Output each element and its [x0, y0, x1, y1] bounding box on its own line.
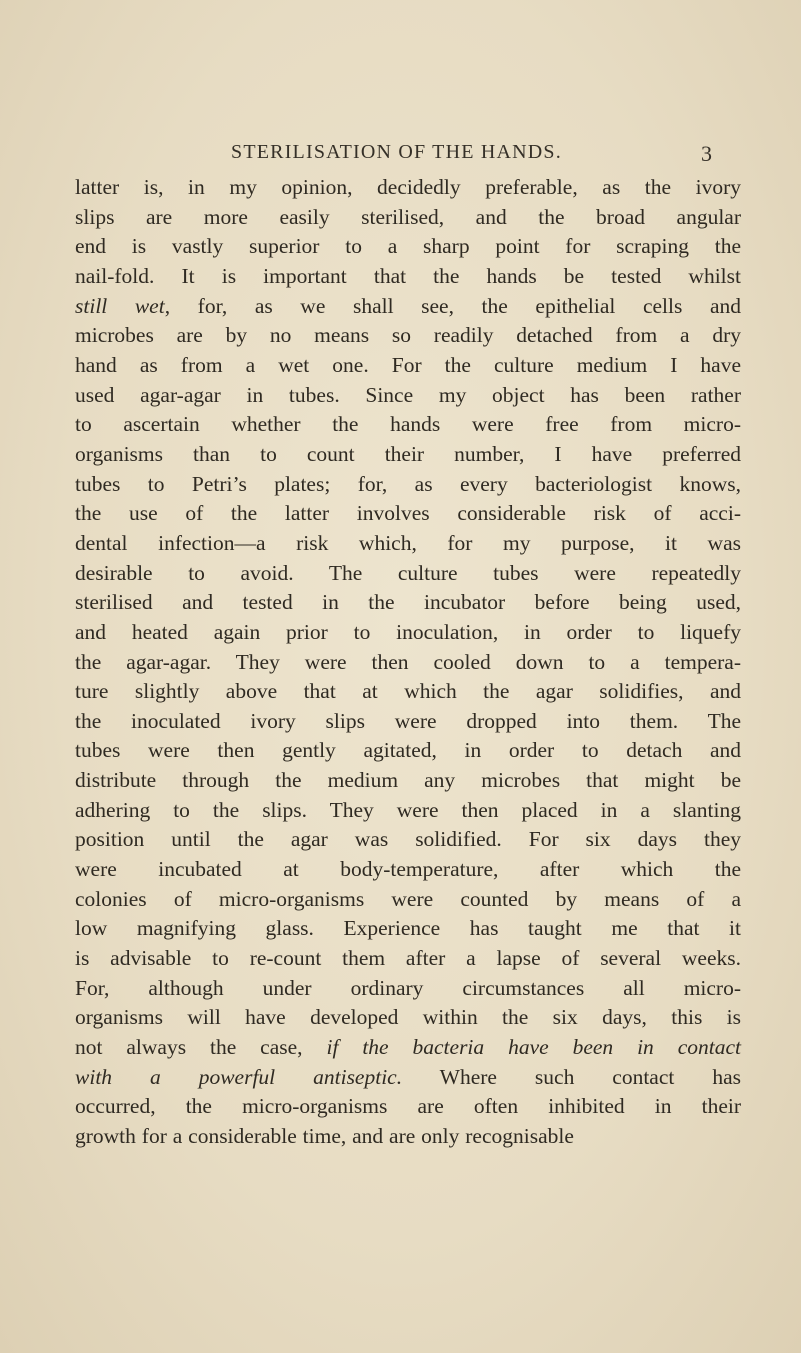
italic-text: still wet [75, 293, 165, 318]
text-line [75, 381, 741, 411]
text-run: slips are more easily sterilised, and the broad angular [75, 204, 741, 229]
text-run: microbes are by no means so readily detached from a dry [75, 323, 741, 348]
text-line [75, 499, 741, 529]
text-line [75, 1092, 741, 1122]
text-run: and heated again prior to inoculation, in order to liquefy [75, 619, 741, 644]
text-line [75, 885, 741, 915]
text-line [75, 410, 741, 440]
text-run: low magnifying glass. Experience has taught me that it [75, 916, 741, 941]
text-run: adhering to the slips. They were then placed in a slanting [75, 797, 741, 822]
text-run: is advisable to re-count them after a lapse of several weeks. [75, 946, 741, 971]
text-run: organisms than to count their number, I have preferred [75, 441, 741, 466]
text-line [75, 559, 741, 589]
text-run: sterilised and tested in the incubator before being used, [75, 590, 741, 615]
text-line [75, 648, 741, 678]
text-line [75, 588, 741, 618]
text-run: growth for a considerable time, and are only recognisable [75, 1124, 574, 1148]
text-run: desirable to avoid. The culture tubes were repeatedly [75, 560, 741, 585]
text-run: used agar-agar in tubes. Since my object has been rather [75, 382, 741, 407]
text-line [75, 203, 741, 233]
text-line [75, 766, 741, 796]
text-line [75, 914, 741, 944]
text-run: end is vastly superior to a sharp point for scraping the [75, 234, 741, 259]
running-head: STERILISATION OF THE HANDS. [231, 141, 562, 163]
text-run: the agar-agar. They were then cooled down to a tempera- [75, 649, 741, 674]
text-line [75, 1122, 741, 1152]
text-run: tubes to Petri’s plates; for, as every bacteriologist knows, [75, 471, 741, 496]
text-run: occurred, the micro-organisms are often inhibited in their [75, 1094, 741, 1119]
text-run: to ascertain whether the hands were free from micro- [75, 412, 741, 437]
text-line [75, 796, 741, 826]
text-line [75, 944, 741, 974]
page-number: 3 [701, 141, 712, 166]
text-line [75, 707, 741, 737]
text-line [75, 173, 741, 203]
text-run: ture slightly above that at which the agar solidifies, and [75, 679, 741, 704]
text-line [75, 855, 741, 885]
text-line [75, 232, 741, 262]
italic-text: with a powerful antiseptic. [75, 1064, 403, 1089]
text-line [75, 974, 741, 1004]
text-line [75, 618, 741, 648]
text-run: not always the case, [75, 1035, 327, 1060]
text-line [75, 1033, 741, 1063]
text-line [75, 1063, 741, 1093]
text-run: distribute through the medium any microbes that might be [75, 768, 741, 793]
text-line [75, 321, 741, 351]
text-line [75, 736, 741, 766]
body-text [75, 173, 741, 1152]
text-run: were incubated at body-temperature, after which the [75, 857, 741, 882]
text-run: tubes were then gently agitated, in order to detach and [75, 738, 741, 763]
text-run: latter is, in my opinion, decidedly preferable, as the ivory [75, 175, 741, 199]
text-run: nail-fold. It is important that the hands be tested whilst [75, 263, 741, 288]
text-line [75, 529, 741, 559]
text-line [75, 351, 741, 381]
text-line [75, 1003, 741, 1033]
text-line [75, 262, 741, 292]
text-line [75, 677, 741, 707]
text-run: the use of the latter involves considerable risk of acci- [75, 501, 741, 526]
text-line [75, 440, 741, 470]
text-run: the inoculated ivory slips were dropped into them. The [75, 708, 741, 733]
italic-text: if the bacteria have been in contact [326, 1035, 741, 1060]
text-run: , for, as we shall see, the epithelial cells and [164, 293, 741, 318]
text-run: position until the agar was solidified. For six days they [75, 827, 741, 852]
text-line [75, 825, 741, 855]
text-run: dental infection—a risk which, for my purpose, it was [75, 530, 741, 555]
text-run: colonies of micro-organisms were counted by means of a [75, 886, 741, 911]
text-run: hand as from a wet one. For the culture medium I have [75, 352, 741, 377]
text-run: Where such contact has [402, 1064, 741, 1089]
text-run: For, although under ordinary circumstances all micro- [75, 975, 741, 1000]
text-line [75, 292, 741, 322]
text-line [75, 470, 741, 500]
text-run: organisms will have developed within the six days, this is [75, 1005, 741, 1030]
